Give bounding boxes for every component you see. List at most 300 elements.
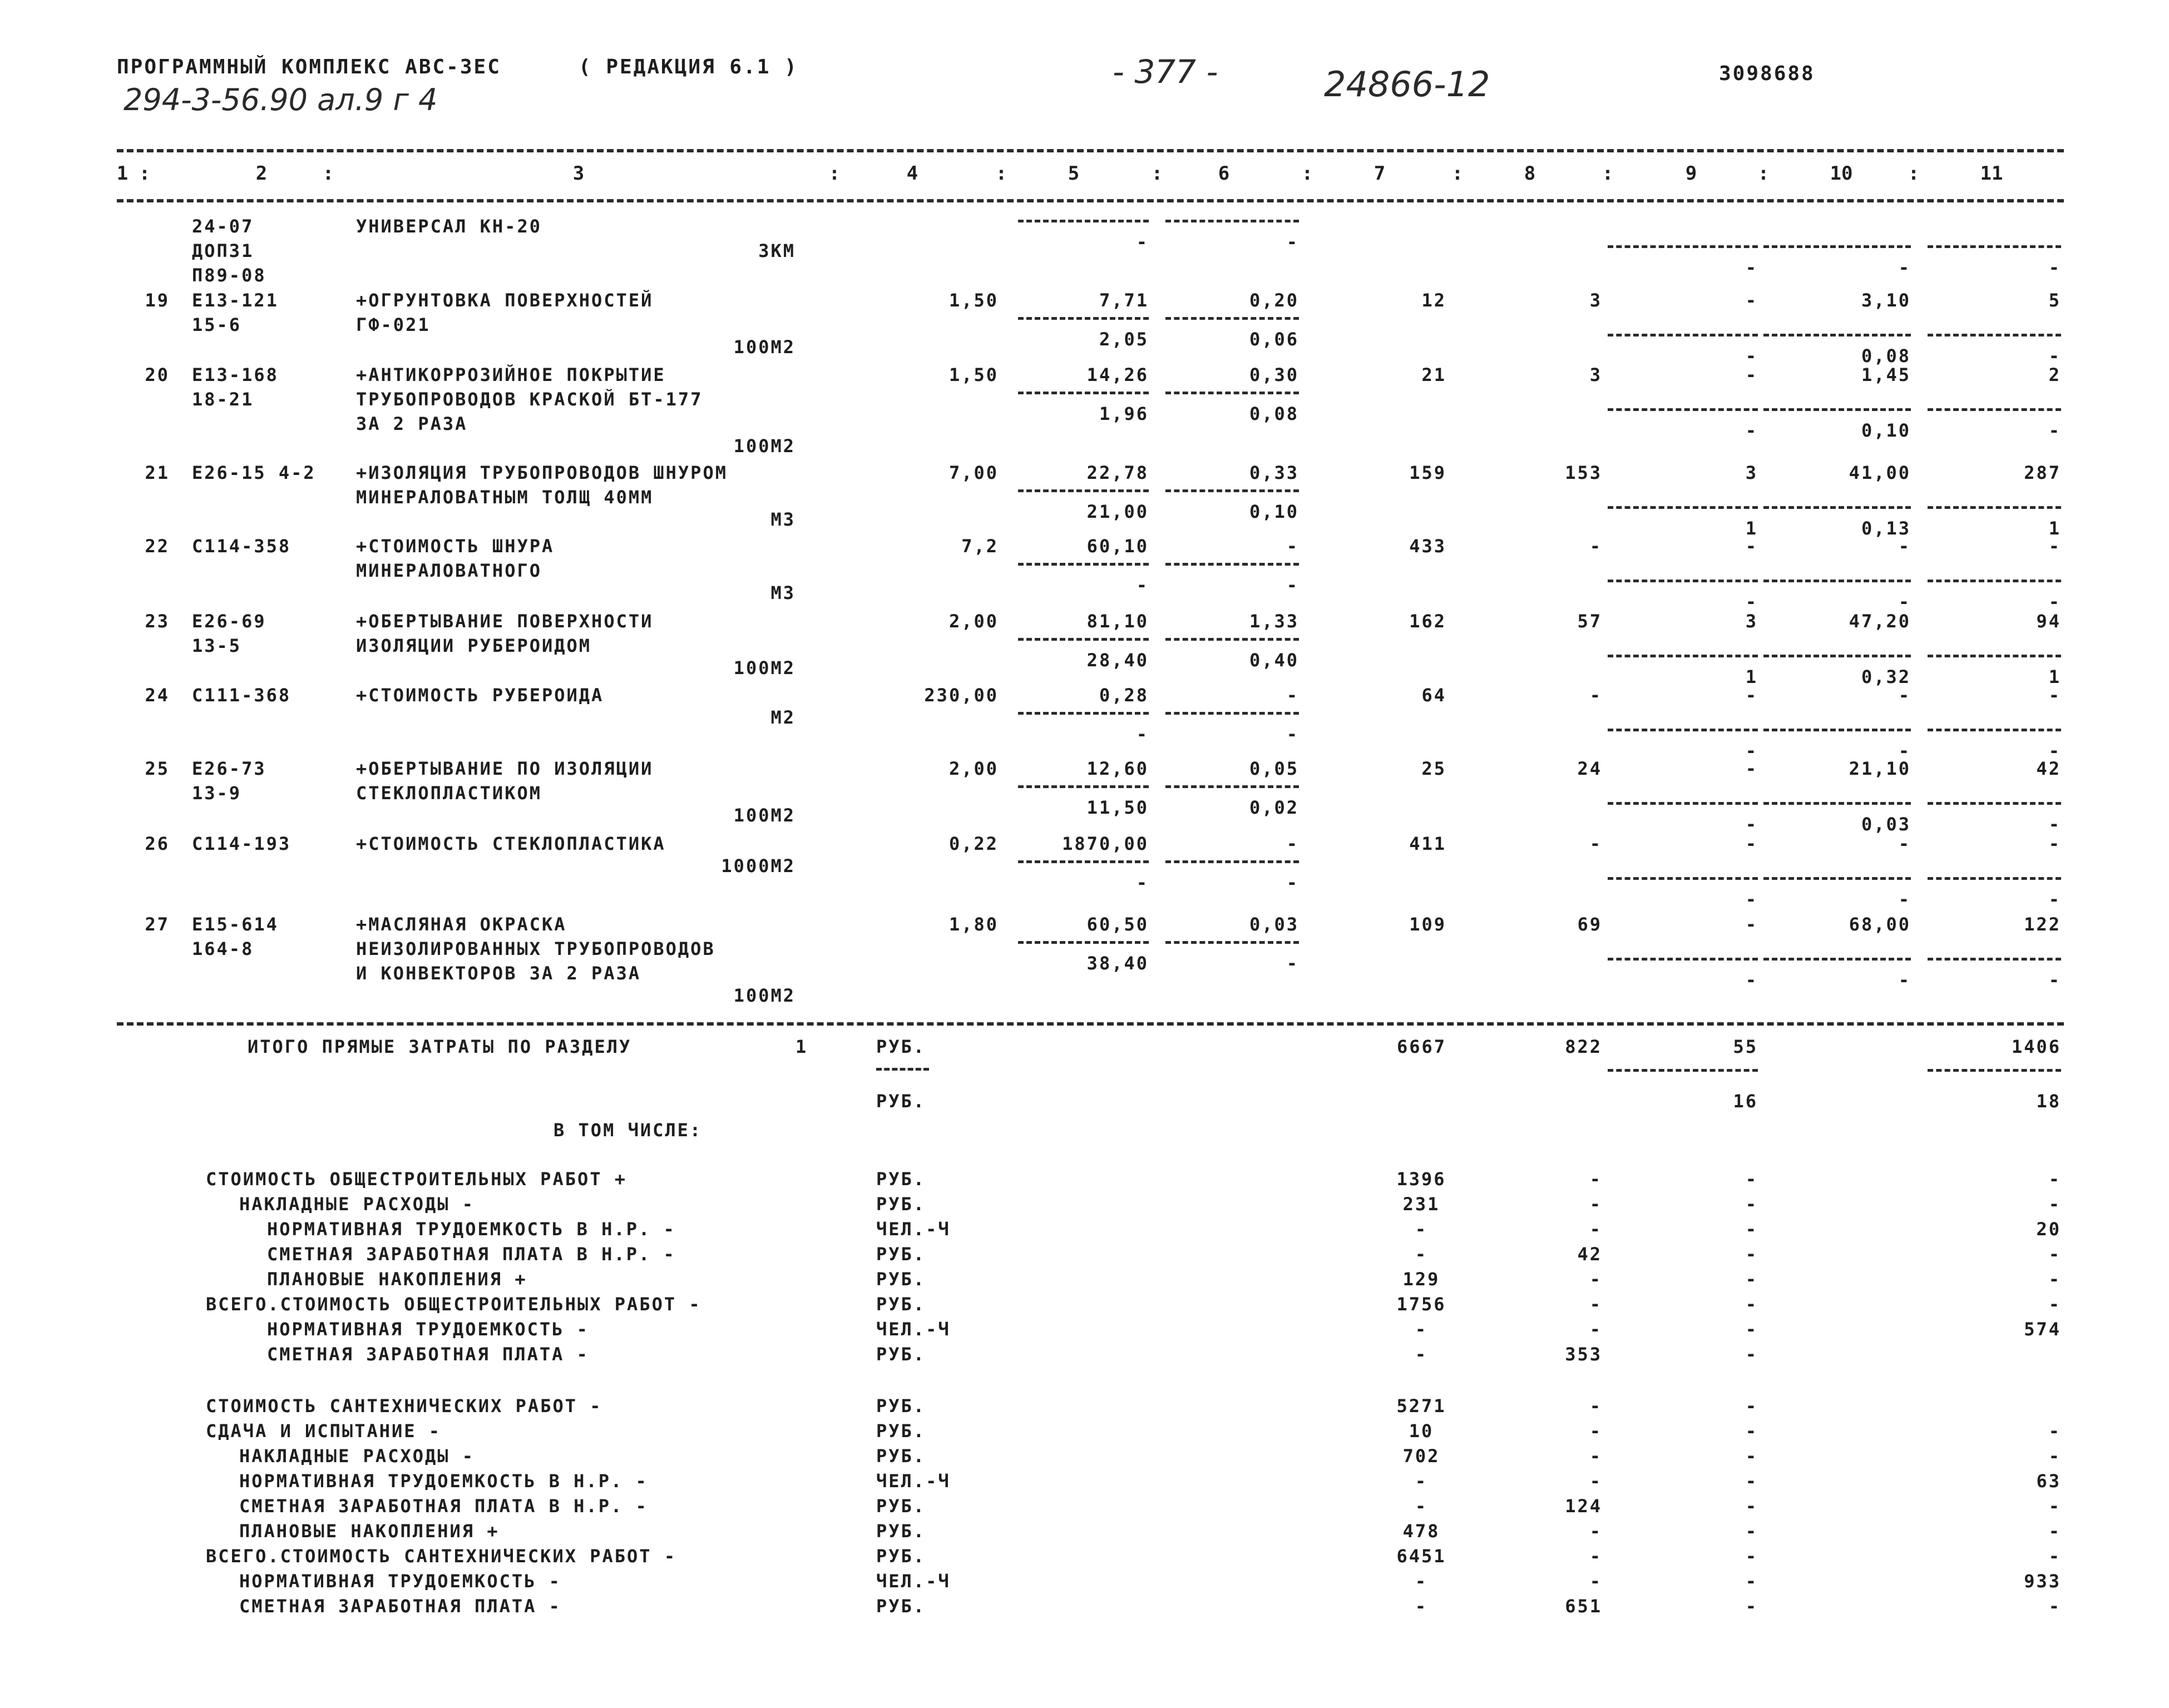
summary-col-11: - [2048, 1496, 2061, 1517]
summary-label: НОРМАТИВНАЯ ТРУДОЕМКОСТЬ В Н.Р. - [267, 1219, 676, 1240]
row-sub-rule [1018, 392, 1149, 394]
summary-unit: РУБ. [876, 1395, 926, 1417]
row-sub-rule [1608, 408, 1758, 411]
base-value-col-6: - [1286, 231, 1299, 253]
value-col-7: 21 [1421, 364, 1446, 385]
base-value-col-11: - [2048, 257, 2061, 278]
summary-col-9: - [1745, 1471, 1758, 1492]
value-col-9: - [1745, 685, 1758, 706]
resource-code: ДОП31 [192, 240, 254, 261]
summary-col-11: - [2048, 1244, 2061, 1265]
value-col-11: 5 [2048, 290, 2061, 311]
totals-sub-rule [1928, 1069, 2061, 1072]
summary-col-9: - [1745, 1420, 1758, 1442]
work-description: ИЗОЛЯЦИИ РУБЕРОИДОМ [356, 635, 592, 656]
value-col-11: 42 [2036, 758, 2061, 779]
value-col-10: - [1898, 536, 1911, 557]
measure-unit: М3 [770, 509, 796, 530]
value-col-8: 57 [1577, 611, 1602, 632]
summary-col-11: - [2048, 1521, 2061, 1542]
totals-col-11: 1406 [2011, 1036, 2061, 1057]
value-col-6: 0,20 [1249, 290, 1299, 311]
value-col-8: 3 [1589, 290, 1602, 311]
summary-col-7: 1396 [1396, 1169, 1446, 1190]
summary-col-7: 5271 [1396, 1395, 1446, 1417]
value-col-11: - [2048, 685, 2061, 706]
summary-col-7: 231 [1402, 1194, 1440, 1215]
value-col-10: 3,10 [1861, 290, 1911, 311]
base-value-col-9: 1 [1745, 666, 1758, 687]
quantity: 7,00 [948, 462, 999, 483]
summary-col-11: - [2048, 1420, 2061, 1442]
summary-col-8: 651 [1565, 1596, 1602, 1617]
resource-code: 15-6 [192, 314, 242, 335]
work-description: СТЕКЛОПЛАСТИКОМ [356, 783, 542, 804]
resource-code: 13-9 [192, 783, 242, 804]
value-col-8: 3 [1589, 364, 1602, 385]
summary-label: СМЕТНАЯ ЗАРАБОТНАЯ ПЛАТА - [267, 1344, 589, 1365]
summary-label: СМЕТНАЯ ЗАРАБОТНАЯ ПЛАТА - [239, 1596, 561, 1617]
row-sub-rule [1165, 941, 1299, 944]
value-col-8: 24 [1577, 758, 1602, 779]
value-col-8: 69 [1577, 914, 1602, 935]
summary-col-8: - [1589, 1395, 1602, 1417]
measure-unit: ЗКМ [758, 240, 796, 261]
base-value-col-10: 0,10 [1861, 420, 1911, 441]
value-col-5: 60,10 [1086, 536, 1149, 557]
work-description: И КОНВЕКТОРОВ ЗА 2 РАЗА [356, 963, 641, 984]
summary-col-7: - [1415, 1571, 1428, 1592]
base-value-col-6: 0,08 [1249, 403, 1299, 424]
totals-sub-rule [1608, 1069, 1758, 1072]
row-number: 19 [145, 290, 170, 311]
column-separator: : [828, 162, 841, 185]
base-value-col-9: - [1745, 420, 1758, 441]
base-value-col-6: 0,06 [1249, 329, 1299, 350]
value-col-6: 0,03 [1249, 914, 1299, 935]
base-value-col-11: 1 [2048, 666, 2061, 687]
row-sub-rule [1018, 785, 1149, 788]
value-col-7: 12 [1421, 290, 1446, 311]
column-separator: : [139, 162, 151, 185]
value-col-5: 7,71 [1099, 290, 1149, 311]
column-separator: : [1301, 162, 1313, 185]
value-col-10: 41,00 [1849, 462, 1911, 483]
resource-code: 18-21 [192, 389, 254, 410]
summary-col-7: - [1415, 1471, 1428, 1492]
summary-col-9: - [1745, 1269, 1758, 1290]
summary-col-11: 20 [2036, 1219, 2061, 1240]
row-sub-rule [1928, 802, 2061, 805]
column-header-3: 3 [572, 162, 585, 185]
base-value-col-9: - [1745, 969, 1758, 991]
value-col-6: 0,30 [1249, 364, 1299, 385]
summary-col-8: - [1589, 1319, 1602, 1340]
row-sub-rule [1763, 958, 1911, 961]
value-col-11: 287 [2024, 462, 2061, 483]
value-col-10: 47,20 [1849, 611, 1911, 632]
work-description: НЕИЗОЛИРОВАННЫХ ТРУБОПРОВОДОВ [356, 938, 715, 959]
row-sub-rule [1928, 245, 2061, 248]
totals-col-9: 55 [1733, 1036, 1758, 1057]
row-sub-rule [1018, 489, 1149, 492]
summary-unit: ЧЕЛ.-Ч [876, 1571, 951, 1592]
base-value-col-6: 0,10 [1249, 501, 1299, 522]
base-value-col-10: - [1898, 740, 1911, 761]
summary-col-7: - [1415, 1496, 1428, 1517]
row-number: 23 [145, 611, 170, 632]
summary-unit: РУБ. [876, 1496, 926, 1517]
row-sub-rule [1928, 877, 2061, 880]
including-label: В ТОМ ЧИСЛЕ: [554, 1120, 703, 1141]
summary-col-11: - [2048, 1445, 2061, 1467]
row-sub-rule [1018, 860, 1149, 863]
base-value-col-9: 1 [1745, 518, 1758, 539]
row-sub-rule [1763, 877, 1911, 880]
measure-unit: 100М2 [733, 336, 796, 358]
summary-col-9: - [1745, 1496, 1758, 1517]
work-description: +ОБЕРТЫВАНИЕ ПОВЕРХНОСТИ [356, 611, 654, 632]
base-value-col-5: 11,50 [1086, 797, 1149, 818]
row-sub-rule [1165, 392, 1299, 394]
row-sub-rule [1018, 638, 1149, 641]
resource-code: Е26-73 [192, 758, 266, 779]
quantity: 1,50 [948, 290, 999, 311]
row-number: 25 [145, 758, 170, 779]
base-value-col-11: - [2048, 740, 2061, 761]
summary-unit: РУБ. [876, 1420, 926, 1442]
summary-col-8: - [1589, 1219, 1602, 1240]
value-col-9: - [1745, 833, 1758, 854]
summary-label: ВСЕГО.СТОИМОСТЬ САНТЕХНИЧЕСКИХ РАБОТ - [206, 1546, 677, 1567]
base-value-col-6: - [1286, 724, 1299, 745]
value-col-8: 153 [1565, 462, 1602, 483]
summary-col-7: - [1415, 1319, 1428, 1340]
row-sub-rule [1018, 712, 1149, 715]
work-description: УНИВЕРСАЛ КН-20 [356, 216, 542, 237]
summary-unit: РУБ. [876, 1521, 926, 1542]
value-col-9: - [1745, 290, 1758, 311]
reference-handwritten: 294-3-56.90 ал.9 г 4 [123, 82, 438, 117]
row-number: 26 [145, 833, 170, 854]
summary-unit: РУБ. [876, 1344, 926, 1365]
column-separator: : [995, 162, 1007, 185]
summary-col-8: - [1589, 1571, 1602, 1592]
base-value-col-9: - [1745, 889, 1758, 910]
quantity: 230,00 [924, 685, 999, 706]
value-col-5: 22,78 [1086, 462, 1149, 483]
work-description: ТРУБОПРОВОДОВ КРАСКОЙ БТ-177 [356, 389, 703, 410]
value-col-7: 109 [1409, 914, 1446, 935]
summary-col-8: - [1589, 1294, 1602, 1315]
totals-sub-rule [876, 1068, 929, 1071]
row-sub-rule [1608, 877, 1758, 880]
summary-col-7: 6451 [1396, 1546, 1446, 1567]
summary-col-9: - [1745, 1395, 1758, 1417]
work-description: МИНЕРАЛОВАТНОГО [356, 560, 542, 581]
value-col-7: 433 [1409, 536, 1446, 557]
value-col-10: 68,00 [1849, 914, 1911, 935]
work-description: +СТОИМОСТЬ СТЕКЛОПЛАСТИКА [356, 833, 666, 854]
summary-col-7: - [1415, 1596, 1428, 1617]
work-description: +ОГРУНТОВКА ПОВЕРХНОСТЕЙ [356, 290, 654, 311]
work-description: МИНЕРАЛОВАТНЫМ ТОЛЩ 40ММ [356, 487, 654, 508]
base-value-col-11: - [2048, 814, 2061, 835]
quantity: 7,2 [961, 536, 999, 557]
row-sub-rule [1928, 506, 2061, 509]
work-description: ГФ-021 [356, 314, 431, 335]
summary-label: НОРМАТИВНАЯ ТРУДОЕМКОСТЬ - [239, 1571, 561, 1592]
value-col-7: 159 [1409, 462, 1446, 483]
row-sub-rule [1018, 941, 1149, 944]
quantity: 2,00 [948, 758, 999, 779]
row-sub-rule [1165, 220, 1299, 222]
column-separator: : [1757, 162, 1770, 185]
edition-label: ( РЕДАКЦИЯ 6.1 ) [579, 56, 798, 78]
row-sub-rule [1018, 220, 1149, 222]
totals-col-8: 822 [1565, 1036, 1602, 1057]
row-sub-rule [1763, 729, 1911, 731]
work-description: ЗА 2 РАЗА [356, 413, 468, 434]
row-sub-rule [1928, 408, 2061, 411]
base-value-col-11: - [2048, 969, 2061, 991]
summary-col-8: 353 [1565, 1344, 1602, 1365]
summary-label: НОРМАТИВНАЯ ТРУДОЕМКОСТЬ - [267, 1319, 589, 1340]
row-sub-rule [1608, 334, 1758, 336]
value-col-11: - [2048, 536, 2061, 557]
summary-col-7: - [1415, 1244, 1428, 1265]
resource-code: 24-07 [192, 216, 254, 237]
summary-col-9: - [1745, 1521, 1758, 1542]
column-header-4: 4 [906, 162, 918, 185]
base-value-col-5: - [1136, 575, 1149, 596]
row-number: 20 [145, 364, 170, 385]
value-col-5: 60,50 [1086, 914, 1149, 935]
row-sub-rule [1928, 729, 2061, 731]
summary-col-11: - [2048, 1294, 2061, 1315]
base-value-col-10: - [1898, 889, 1911, 910]
summary-unit: РУБ. [876, 1194, 926, 1215]
row-number: 22 [145, 536, 170, 557]
column-header-11: 11 [1980, 162, 2003, 185]
column-separator: : [1451, 162, 1464, 185]
totals-col-11-sub: 18 [2036, 1091, 2061, 1112]
column-header-2: 2 [255, 162, 268, 185]
totals-col-9-sub: 16 [1733, 1091, 1758, 1112]
summary-label: НАКЛАДНЫЕ РАСХОДЫ - [239, 1194, 475, 1215]
column-header-7: 7 [1373, 162, 1386, 185]
totals-rule [117, 1022, 2064, 1026]
summary-col-9: - [1745, 1571, 1758, 1592]
row-sub-rule [1763, 802, 1911, 805]
summary-col-7: - [1415, 1344, 1428, 1365]
summary-unit: ЧЕЛ.-Ч [876, 1319, 951, 1340]
column-header-5: 5 [1068, 162, 1080, 185]
quantity: 0,22 [948, 833, 999, 854]
row-sub-rule [1165, 489, 1299, 492]
work-description: +МАСЛЯНАЯ ОКРАСКА [356, 914, 567, 935]
summary-col-8: 42 [1577, 1244, 1602, 1265]
resource-code: С114-193 [192, 833, 291, 854]
row-sub-rule [1165, 563, 1299, 566]
base-value-col-5: 38,40 [1086, 953, 1149, 974]
row-sub-rule [1928, 958, 2061, 961]
summary-col-8: - [1589, 1521, 1602, 1542]
summary-col-11: - [2048, 1194, 2061, 1215]
base-value-col-5: 2,05 [1099, 329, 1149, 350]
resource-code: 164-8 [192, 938, 254, 959]
totals-section: 1 [796, 1036, 808, 1057]
summary-col-8: 124 [1565, 1496, 1602, 1517]
row-number: 24 [145, 685, 170, 706]
summary-col-11: - [2048, 1546, 2061, 1567]
measure-unit: 100М2 [733, 805, 796, 826]
value-col-11: 94 [2036, 611, 2061, 632]
row-sub-rule [1763, 580, 1911, 582]
row-number: 27 [145, 914, 170, 935]
table-header-rule [117, 199, 2064, 202]
summary-label: СМЕТНАЯ ЗАРАБОТНАЯ ПЛАТА В Н.Р. - [239, 1496, 648, 1517]
summary-col-9: - [1745, 1244, 1758, 1265]
summary-col-9: - [1745, 1219, 1758, 1240]
value-col-7: 64 [1421, 685, 1446, 706]
value-col-6: 0,33 [1249, 462, 1299, 483]
summary-col-8: - [1589, 1269, 1602, 1290]
summary-col-11: 63 [2036, 1471, 2061, 1492]
summary-col-9: - [1745, 1596, 1758, 1617]
summary-unit: РУБ. [876, 1445, 926, 1467]
measure-unit: М3 [770, 582, 796, 603]
summary-col-9: - [1745, 1546, 1758, 1567]
value-col-9: - [1745, 914, 1758, 935]
work-description: +ИЗОЛЯЦИЯ ТРУБОПРОВОДОВ ШНУРОМ [356, 462, 728, 483]
row-sub-rule [1165, 712, 1299, 715]
resource-code: Е15-614 [192, 914, 279, 935]
base-value-col-6: - [1286, 575, 1299, 596]
base-value-col-6: 0,40 [1249, 650, 1299, 671]
column-header-10: 10 [1830, 162, 1853, 185]
summary-col-9: - [1745, 1194, 1758, 1215]
base-value-col-9: - [1745, 591, 1758, 612]
row-sub-rule [1928, 580, 2061, 582]
summary-label: СМЕТНАЯ ЗАРАБОТНАЯ ПЛАТА В Н.Р. - [267, 1244, 676, 1265]
value-col-5: 12,60 [1086, 758, 1149, 779]
row-sub-rule [1763, 408, 1911, 411]
base-value-col-10: - [1898, 257, 1911, 278]
quantity: 1,50 [948, 364, 999, 385]
summary-col-8: - [1589, 1445, 1602, 1467]
measure-unit: 100М2 [733, 435, 796, 457]
row-sub-rule [1763, 245, 1911, 248]
summary-col-11: - [2048, 1269, 2061, 1290]
value-col-10: - [1898, 833, 1911, 854]
row-sub-rule [1608, 729, 1758, 731]
base-value-col-9: - [1745, 740, 1758, 761]
value-col-7: 25 [1421, 758, 1446, 779]
measure-unit: 100М2 [733, 657, 796, 679]
summary-col-8: - [1589, 1546, 1602, 1567]
row-sub-rule [1763, 506, 1911, 509]
row-sub-rule [1928, 655, 2061, 657]
value-col-7: 162 [1409, 611, 1446, 632]
base-value-col-9: - [1745, 345, 1758, 367]
base-value-col-11: - [2048, 345, 2061, 367]
table-top-rule [117, 149, 2064, 152]
base-value-col-11: - [2048, 591, 2061, 612]
base-value-col-10: - [1898, 969, 1911, 991]
summary-col-9: - [1745, 1169, 1758, 1190]
summary-col-9: - [1745, 1344, 1758, 1365]
resource-code: Е13-121 [192, 290, 279, 311]
summary-col-11: 933 [2024, 1571, 2061, 1592]
row-sub-rule [1018, 317, 1149, 320]
summary-col-9: - [1745, 1445, 1758, 1467]
work-description: +ОБЕРТЫВАНИЕ ПО ИЗОЛЯЦИИ [356, 758, 654, 779]
value-col-9: 3 [1745, 611, 1758, 632]
value-col-6: 0,05 [1249, 758, 1299, 779]
base-value-col-5: - [1136, 724, 1149, 745]
summary-unit: РУБ. [876, 1169, 926, 1190]
quantity: 1,80 [948, 914, 999, 935]
base-value-col-10: 0,08 [1861, 345, 1911, 367]
column-header-6: 6 [1218, 162, 1230, 185]
value-col-11: 122 [2024, 914, 2061, 935]
program-title: ПРОГРАММНЫЙ КОМПЛЕКС АВС-ЗЕС [117, 56, 501, 78]
base-value-col-5: 28,40 [1086, 650, 1149, 671]
totals-unit: РУБ. [876, 1036, 926, 1057]
summary-col-11: - [2048, 1596, 2061, 1617]
row-sub-rule [1165, 860, 1299, 863]
resource-code: 13-5 [192, 635, 242, 656]
base-value-col-6: 0,02 [1249, 797, 1299, 818]
row-sub-rule [1608, 245, 1758, 248]
base-value-col-6: - [1286, 953, 1299, 974]
row-sub-rule [1608, 580, 1758, 582]
base-value-col-10: 0,03 [1861, 814, 1911, 835]
base-value-col-11: 1 [2048, 518, 2061, 539]
base-value-col-11: - [2048, 420, 2061, 441]
base-value-col-5: 21,00 [1086, 501, 1149, 522]
summary-unit: РУБ. [876, 1546, 926, 1567]
resource-code: Е26-15 4-2 [192, 462, 316, 483]
column-header-8: 8 [1524, 162, 1536, 185]
value-col-10: - [1898, 685, 1911, 706]
work-description: +СТОИМОСТЬ ШНУРА [356, 536, 555, 557]
value-col-10: 21,10 [1849, 758, 1911, 779]
summary-unit: РУБ. [876, 1294, 926, 1315]
base-value-col-5: - [1136, 231, 1149, 253]
value-col-10: 1,45 [1861, 364, 1911, 385]
totals-label: ИТОГО ПРЯМЫЕ ЗАТРАТЫ ПО РАЗДЕЛУ [248, 1036, 632, 1057]
summary-col-11: 574 [2024, 1319, 2061, 1340]
row-sub-rule [1018, 563, 1149, 566]
value-col-7: 411 [1409, 833, 1446, 854]
page-number: - 377 - [1113, 53, 1218, 91]
base-value-col-9: - [1745, 814, 1758, 835]
value-col-8: - [1589, 685, 1602, 706]
value-col-9: - [1745, 758, 1758, 779]
summary-unit: РУБ. [876, 1269, 926, 1290]
measure-unit: М2 [770, 707, 796, 728]
row-sub-rule [1763, 334, 1911, 336]
column-separator: : [322, 162, 334, 185]
summary-col-8: - [1589, 1194, 1602, 1215]
resource-code: Е13-168 [192, 364, 279, 385]
row-sub-rule [1763, 655, 1911, 657]
summary-col-7: 1756 [1396, 1294, 1446, 1315]
summary-unit: ЧЕЛ.-Ч [876, 1471, 951, 1492]
base-value-col-6: - [1286, 872, 1299, 893]
